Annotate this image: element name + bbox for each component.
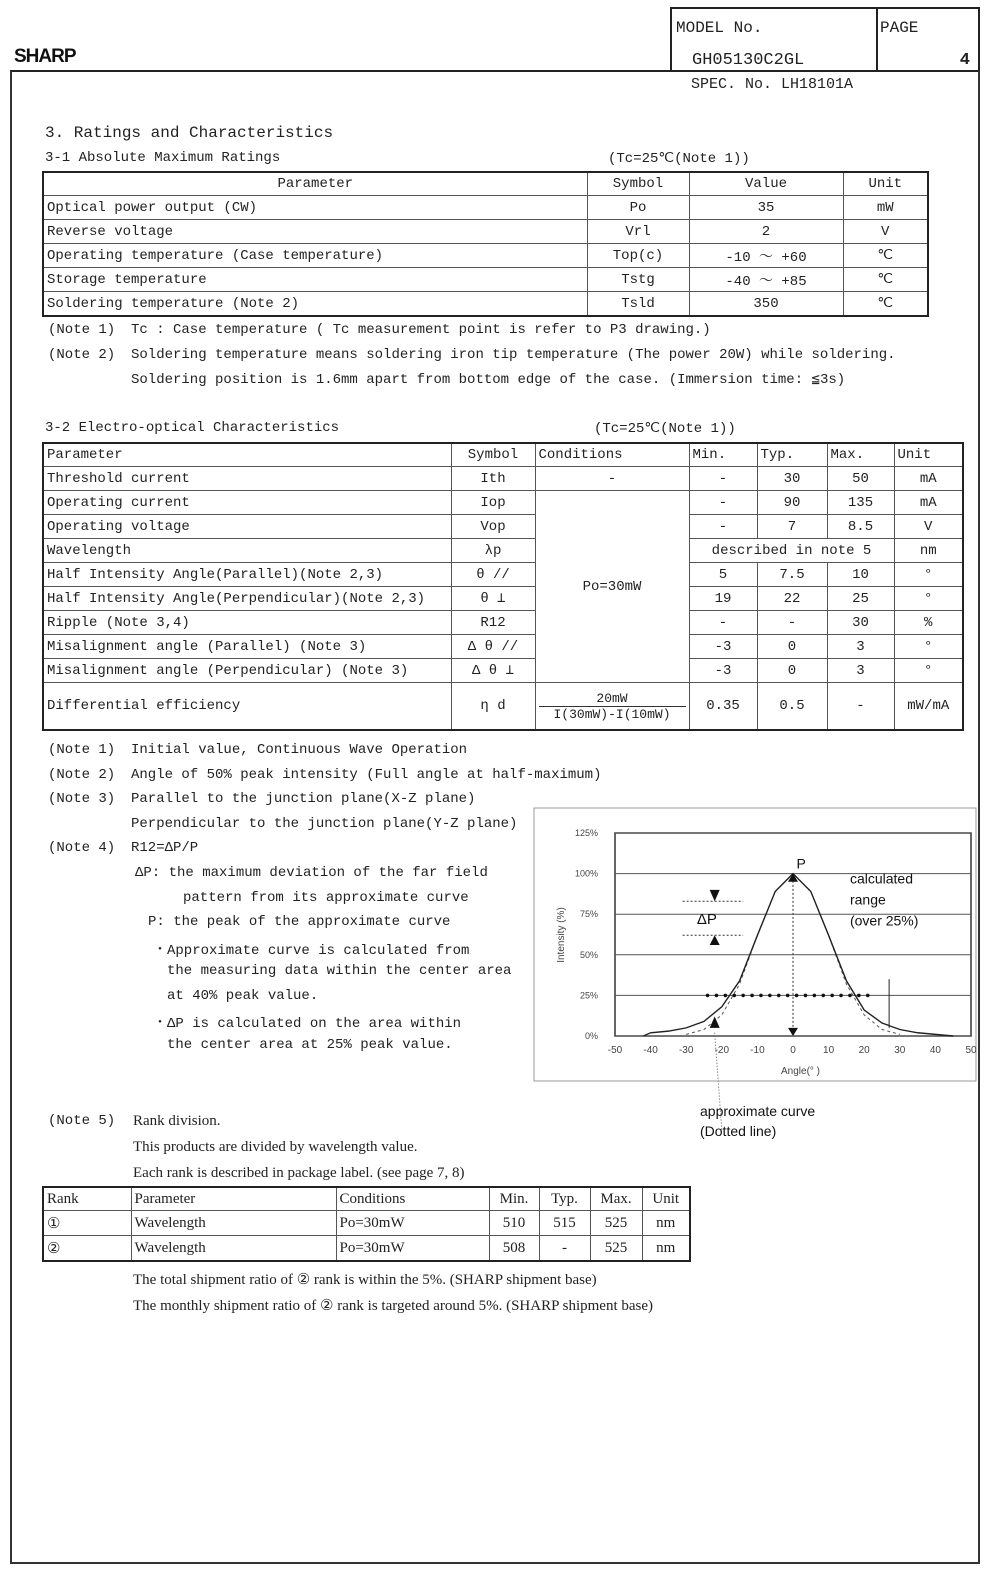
table-cell: Iop xyxy=(451,491,535,515)
table-cell: Max. xyxy=(590,1187,642,1211)
table-cell: Rank xyxy=(43,1187,131,1211)
table-row xyxy=(43,587,963,611)
table-cell: Operating voltage xyxy=(43,515,451,539)
y-tick-label: 125% xyxy=(574,828,598,838)
note-text: Initial value, Continuous Wave Operation xyxy=(131,742,468,758)
range-dot xyxy=(813,994,817,998)
range-dot xyxy=(795,994,799,998)
table-cell: 525 xyxy=(590,1211,642,1236)
table-cell: 0.35 xyxy=(689,683,757,731)
table-cell: - xyxy=(535,467,689,491)
fraction-numerator: 20mW xyxy=(539,691,686,707)
table-cell: 0.5 xyxy=(757,683,827,731)
note-label: (Note 1) xyxy=(48,322,116,338)
table-cell: described in note 5 xyxy=(689,539,894,563)
range-dot xyxy=(830,994,834,998)
note-label: (Note 1) xyxy=(48,742,116,758)
section-title: 3. Ratings and Characteristics xyxy=(45,124,334,142)
note5-line: Each rank is described in package label. (see page 7, 8) xyxy=(133,1165,465,1181)
table-cell: 510 xyxy=(489,1211,539,1236)
x-tick-label: 50 xyxy=(965,1045,977,1056)
sharp-logo: SHARP xyxy=(14,46,76,67)
table-cell: θ // xyxy=(451,563,535,587)
range-dot xyxy=(724,994,728,998)
table-cell: Operating current xyxy=(43,491,451,515)
range-dot xyxy=(821,994,825,998)
table-row xyxy=(43,196,928,220)
table-row xyxy=(43,611,963,635)
table-cell: Ripple (Note 3,4) xyxy=(43,611,451,635)
table-cell: 525 xyxy=(590,1236,642,1262)
table-cell: mW xyxy=(843,196,928,220)
chart-frame xyxy=(534,808,976,1081)
table-cell: - xyxy=(689,515,757,539)
table-cell: ℃ xyxy=(843,244,928,268)
table-cell: 30 xyxy=(827,611,894,635)
x-tick-label: -30 xyxy=(678,1045,694,1056)
table-cell: 135 xyxy=(827,491,894,515)
table-cell: Ith xyxy=(451,467,535,491)
x-tick-label: 20 xyxy=(858,1045,870,1056)
abs-max-table xyxy=(42,171,929,317)
table-cell: Threshold current xyxy=(43,467,451,491)
table-row xyxy=(43,220,928,244)
table-cell: Soldering temperature (Note 2) xyxy=(43,292,587,317)
table-cell: % xyxy=(894,611,963,635)
table-cell: Operating temperature (Case temperature) xyxy=(43,244,587,268)
table-row xyxy=(43,1236,690,1262)
table-header-row xyxy=(43,172,928,196)
table-cell: ℃ xyxy=(843,268,928,292)
range-dot xyxy=(786,994,790,998)
rank-table xyxy=(42,1186,691,1262)
table-cell: Parameter xyxy=(43,172,587,196)
table-row xyxy=(43,563,963,587)
note4-line: ΔP: the maximum deviation of the far field xyxy=(135,865,488,881)
eo-table xyxy=(42,442,964,731)
table-cell: -40 ～ +85 xyxy=(689,268,843,292)
table-cell: - xyxy=(757,611,827,635)
range-dot xyxy=(715,994,719,998)
table-cell: 3 xyxy=(827,659,894,683)
table-cell: Conditions xyxy=(336,1187,489,1211)
diff-eff-condition xyxy=(535,683,689,731)
table-cell: Symbol xyxy=(451,443,535,467)
far-field-chart xyxy=(530,800,980,1150)
table-cell: Storage temperature xyxy=(43,268,587,292)
table-cell: ② xyxy=(43,1236,131,1262)
range-dot xyxy=(866,994,870,998)
table-cell: mW/mA xyxy=(894,683,963,731)
table-cell: R12 xyxy=(451,611,535,635)
range-dot xyxy=(750,994,754,998)
table-row xyxy=(43,683,963,731)
table-cell: Tstg xyxy=(587,268,689,292)
table-cell: Misalignment angle (Perpendicular) (Note 3) xyxy=(43,659,451,683)
table-cell: Vop xyxy=(451,515,535,539)
table-row xyxy=(43,268,928,292)
range-dot xyxy=(768,994,772,998)
table-cell: θ ⊥ xyxy=(451,587,535,611)
note4-line: the measuring data within the center area xyxy=(167,963,512,979)
x-tick-label: 30 xyxy=(894,1045,906,1056)
table-row xyxy=(43,491,963,515)
note-label: (Note 2) xyxy=(48,346,116,363)
spec-number: SPEC. No. LH18101A xyxy=(691,76,854,93)
table-row xyxy=(43,539,963,563)
abs-max-cond: (Tc=25℃(Note 1)) xyxy=(608,151,750,167)
note-text: Tc : Case temperature ( Tc measurement point is refer to P3 drawing.) xyxy=(131,322,711,338)
table-cell: Typ. xyxy=(757,443,827,467)
table-cell: Parameter xyxy=(43,443,451,467)
fraction-denominator: I(30mW)-I(10mW) xyxy=(553,706,671,722)
note4-line: the center area at 25% peak value. xyxy=(167,1036,453,1053)
table-cell: nm xyxy=(642,1236,690,1262)
x-tick-label: -10 xyxy=(750,1045,765,1056)
table-cell: 50 xyxy=(827,467,894,491)
table-cell: Wavelength xyxy=(131,1211,336,1236)
table-cell: Symbol xyxy=(587,172,689,196)
table-cell: Value xyxy=(689,172,843,196)
range-dot xyxy=(732,994,736,998)
range-dot xyxy=(804,994,808,998)
table-cell: ① xyxy=(43,1211,131,1236)
table-cell: Unit xyxy=(843,172,928,196)
table-cell: Po xyxy=(587,196,689,220)
table-cell: Conditions xyxy=(535,443,689,467)
table-cell: 10 xyxy=(827,563,894,587)
table-cell: Max. xyxy=(827,443,894,467)
table-cell: 3 xyxy=(827,635,894,659)
footer-line: The monthly shipment ratio of ② rank is targeted around 5%. (SHARP shipment base) xyxy=(133,1298,654,1314)
table-cell: Reverse voltage xyxy=(43,220,587,244)
note-text: R12=ΔP/P xyxy=(131,840,199,856)
table-cell: V xyxy=(894,515,963,539)
table-header-row xyxy=(43,443,963,467)
range-dot xyxy=(759,994,763,998)
table-cell: 25 xyxy=(827,587,894,611)
y-tick-label: 75% xyxy=(579,909,598,920)
x-tick-label: -40 xyxy=(643,1045,658,1056)
note-label: (Note 3) xyxy=(48,791,116,807)
table-cell: -3 xyxy=(689,635,757,659)
y-tick-label: 0% xyxy=(584,1031,598,1041)
table-cell: 90 xyxy=(757,491,827,515)
note5-line: This products are divided by wavelength value. xyxy=(133,1139,418,1155)
page-number: 4 xyxy=(959,51,970,70)
table-cell: 350 xyxy=(689,292,843,317)
range-label: (over 25%) xyxy=(849,912,919,929)
table-row xyxy=(43,292,928,317)
table-cell: 0 xyxy=(757,635,827,659)
table-row xyxy=(43,515,963,539)
range-dot xyxy=(839,994,843,998)
table-cell: ° xyxy=(894,563,963,587)
x-tick-label: 0 xyxy=(790,1045,796,1056)
table-cell: Δ θ // xyxy=(451,635,535,659)
table-cell: Differential efficiency xyxy=(43,683,451,731)
table-cell: 19 xyxy=(689,587,757,611)
table-cell: ° xyxy=(894,635,963,659)
table-cell: mA xyxy=(894,491,963,515)
range-dot xyxy=(848,994,852,998)
range-dot xyxy=(741,994,745,998)
note-label: (Note 4) xyxy=(48,840,116,856)
y-tick-label: 100% xyxy=(574,868,598,879)
table-cell: - xyxy=(689,491,757,515)
table-cell: 515 xyxy=(539,1211,590,1236)
table-cell: η d xyxy=(451,683,535,731)
table-cell: mA xyxy=(894,467,963,491)
table-cell: Po=30mW xyxy=(336,1236,489,1262)
note-text: Soldering temperature means soldering iron tip temperature (The power 20W) while soldering. xyxy=(131,346,896,363)
footer-line: The total shipment ratio of ② rank is within the 5%. (SHARP shipment base) xyxy=(133,1272,597,1288)
note4-line: ・ΔP is calculated on the area within xyxy=(153,1016,462,1032)
table-cell: Typ. xyxy=(539,1187,590,1211)
page-label: PAGE xyxy=(880,19,919,37)
range-label: range xyxy=(849,891,886,908)
model-label: MODEL No. xyxy=(676,19,763,37)
x-tick-label: 40 xyxy=(929,1045,941,1056)
table-cell: Δ θ ⊥ xyxy=(451,659,535,683)
note-text: Perpendicular to the junction plane(Y-Z plane) xyxy=(131,815,518,832)
range-dot xyxy=(777,994,781,998)
table-cell: nm xyxy=(642,1211,690,1236)
table-cell: Unit xyxy=(642,1187,690,1211)
table-cell: Wavelength xyxy=(43,539,451,563)
table-cell: 30 xyxy=(757,467,827,491)
table-cell: ° xyxy=(894,659,963,683)
note4-line: at 40% peak value. xyxy=(167,987,319,1004)
range-dot xyxy=(706,994,710,998)
note4-line: P: the peak of the approximate curve xyxy=(148,914,451,930)
header-box xyxy=(670,7,980,71)
table-row xyxy=(43,1211,690,1236)
table-cell: λp xyxy=(451,539,535,563)
table-header-row xyxy=(43,1187,690,1211)
x-tick-label: -20 xyxy=(714,1045,730,1056)
table-cell: 508 xyxy=(489,1236,539,1262)
table-cell: Parameter xyxy=(131,1187,336,1211)
table-cell: 7.5 xyxy=(757,563,827,587)
table-cell: ℃ xyxy=(843,292,928,317)
table-cell: 0 xyxy=(757,659,827,683)
table-cell: Min. xyxy=(489,1187,539,1211)
note-text: Angle of 50% peak intensity (Full angle at half-maximum) xyxy=(131,766,602,783)
table-row xyxy=(43,467,963,491)
table-cell: Misalignment angle (Parallel) (Note 3) xyxy=(43,635,451,659)
table-cell: - xyxy=(689,611,757,635)
table-cell: Half Intensity Angle(Parallel)(Note 2,3) xyxy=(43,563,451,587)
note-text: Parallel to the junction plane(X-Z plane) xyxy=(131,791,476,807)
table-cell: 22 xyxy=(757,587,827,611)
table-cell: Optical power output (CW) xyxy=(43,196,587,220)
note4-line: pattern from its approximate curve xyxy=(183,889,469,906)
table-cell: 35 xyxy=(689,196,843,220)
note5-label: (Note 5) xyxy=(48,1113,116,1129)
eo-title: 3-2 Electro-optical Characteristics xyxy=(45,420,340,436)
table-cell: Top(c) xyxy=(587,244,689,268)
approx-curve-label: (Dotted line) xyxy=(700,1123,777,1139)
table-cell: V xyxy=(843,220,928,244)
table-cell: - xyxy=(827,683,894,731)
y-tick-label: 25% xyxy=(579,990,598,1001)
eo-cond: (Tc=25℃(Note 1)) xyxy=(594,421,736,437)
table-row xyxy=(43,659,963,683)
table-cell: Vrl xyxy=(587,220,689,244)
abs-max-title: 3-1 Absolute Maximum Ratings xyxy=(45,150,281,166)
table-cell: -10 ～ +60 xyxy=(689,244,843,268)
y-axis-label: Intensity (%) xyxy=(556,907,567,963)
table-cell: 8.5 xyxy=(827,515,894,539)
table-cell: Wavelength xyxy=(131,1236,336,1262)
table-cell: 5 xyxy=(689,563,757,587)
table-cell: 2 xyxy=(689,220,843,244)
delta-p-label: ΔP xyxy=(696,910,717,928)
table-cell: Po=30mW xyxy=(535,491,689,683)
approx-curve-label: approximate curve xyxy=(700,1103,816,1119)
y-tick-label: 50% xyxy=(579,949,598,960)
table-cell: - xyxy=(689,467,757,491)
peak-label: P xyxy=(796,855,806,872)
range-label: calculated xyxy=(849,870,914,887)
table-cell: 7 xyxy=(757,515,827,539)
note-label: (Note 2) xyxy=(48,766,116,783)
table-cell: Po=30mW xyxy=(336,1211,489,1236)
table-cell: -3 xyxy=(689,659,757,683)
x-axis-label: Angle(° ) xyxy=(781,1066,821,1077)
model-number: GH05130C2GL xyxy=(692,51,805,70)
x-tick-label: -50 xyxy=(607,1045,623,1056)
table-cell: Tsld xyxy=(587,292,689,317)
table-cell: Half Intensity Angle(Perpendicular)(Note 2,3) xyxy=(43,587,451,611)
table-cell: Min. xyxy=(689,443,757,467)
table-cell: ° xyxy=(894,587,963,611)
table-cell: nm xyxy=(894,539,963,563)
note-text: Soldering position is 1.6mm apart from bottom edge of the case. (Immersion time: ≦3s) xyxy=(131,372,846,388)
note4-line: ・Approximate curve is calculated from xyxy=(153,942,470,959)
note5-line: Rank division. xyxy=(133,1113,221,1129)
range-dot xyxy=(857,994,861,998)
x-tick-label: 10 xyxy=(823,1045,835,1056)
table-cell: Unit xyxy=(894,443,963,467)
table-cell: - xyxy=(539,1236,590,1262)
table-row xyxy=(43,244,928,268)
table-row xyxy=(43,635,963,659)
